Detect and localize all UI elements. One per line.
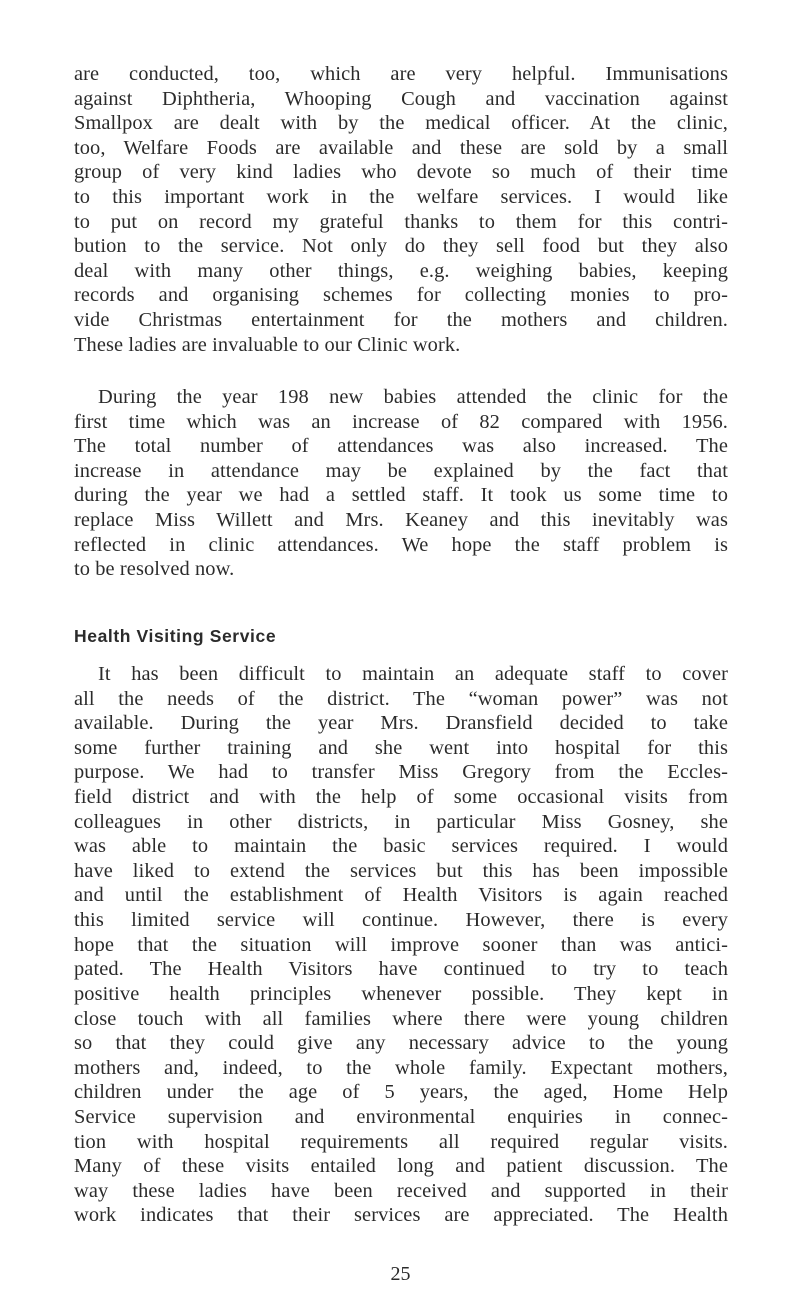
- text-line: bution to the service. Not only do they sell food but they also: [74, 235, 728, 258]
- text-line: tion with hospital requirements all required regular visits.: [74, 1130, 728, 1153]
- text-line: and until the establishment of Health Visitors is again reached: [74, 884, 728, 907]
- text-line: Many of these visits entailed long and patient discussion. The: [74, 1155, 728, 1178]
- text-line: The total number of attendances was also increased. The: [74, 435, 728, 458]
- text-line: have liked to extend the services but this has been impossible: [74, 859, 728, 882]
- text-line: records and organising schemes for collecting monies to pro-: [74, 284, 728, 307]
- text-line: colleagues in other districts, in particular Miss Gosney, she: [74, 810, 728, 833]
- text-line: so that they could give any necessary advice to the young: [74, 1032, 728, 1055]
- text-line: Smallpox are dealt with by the medical officer. At the clinic,: [74, 112, 728, 135]
- paragraph-health-visiting: [74, 662, 728, 1228]
- text-line: to put on record my grateful thanks to them for this contri-: [74, 210, 728, 233]
- text-line: are conducted, too, which are very helpful. Immunisations: [74, 63, 728, 85]
- text-line: available. During the year Mrs. Dransfield decided to take: [74, 712, 728, 735]
- text-line: first time which was an increase of 82 compared with 1956.: [74, 410, 728, 433]
- text-line: mothers and, indeed, to the whole family. Expectant mothers,: [74, 1056, 728, 1079]
- text-line: purpose. We had to transfer Miss Gregory from the Eccles-: [74, 761, 728, 784]
- text-line: to be resolved now.: [74, 558, 235, 581]
- paragraph-clinic-services: [74, 62, 728, 357]
- text-line: reflected in clinic attendances. We hope the staff problem is: [74, 533, 728, 556]
- text-line: during the year we had a settled staff. It took us some time to: [74, 484, 728, 507]
- paragraph-clinic-attendance: [74, 385, 728, 582]
- text-line: work indicates that their services are appreciated. The Health: [74, 1204, 728, 1227]
- text-line: group of very kind ladies who devote so much of their time: [74, 161, 728, 184]
- text-line: to this important work in the welfare services. I would like: [74, 186, 728, 209]
- text-line: replace Miss Willett and Mrs. Keaney and this inevitably was: [74, 509, 728, 532]
- text-line: close touch with all families where there were young children: [74, 1007, 728, 1030]
- text-line: It has been difficult to maintain an adequate staff to cover: [98, 663, 728, 685]
- text-line: increase in attendance may be explained by the fact that: [74, 459, 728, 482]
- text-line: pated. The Health Visitors have continued to try to teach: [74, 958, 728, 981]
- text-line: children under the age of 5 years, the aged, Home Help: [74, 1081, 728, 1104]
- text-line: all the needs of the district. The “woman power” was not: [74, 687, 728, 710]
- page-number: 25: [390, 1263, 411, 1285]
- text-line: positive health principles whenever possible. They kept in: [74, 982, 728, 1005]
- text-line: During the year 198 new babies attended the clinic for the: [98, 386, 728, 408]
- text-line: way these ladies have been received and supported in their: [74, 1179, 728, 1202]
- text-line: some further training and she went into hospital for this: [74, 736, 728, 759]
- text-line: hope that the situation will improve sooner than was antici-: [74, 933, 728, 956]
- section-heading: Health Visiting Service: [74, 626, 277, 646]
- text-line: deal with many other things, e.g. weighing babies, keeping: [74, 259, 728, 282]
- text-line: too, Welfare Foods are available and these are sold by a small: [74, 136, 728, 159]
- text-line: against Diphtheria, Whooping Cough and vaccination against: [74, 87, 728, 110]
- text-line: this limited service will continue. However, there is every: [74, 909, 728, 932]
- text-line: Service supervision and environmental enquiries in connec-: [74, 1105, 728, 1128]
- text-line: vide Christmas entertainment for the mothers and children.: [74, 309, 728, 332]
- text-line: These ladies are invaluable to our Clinic work.: [74, 333, 461, 356]
- text-line: was able to maintain the basic services required. I would: [74, 835, 728, 858]
- text-line: field district and with the help of some occasional visits from: [74, 786, 728, 809]
